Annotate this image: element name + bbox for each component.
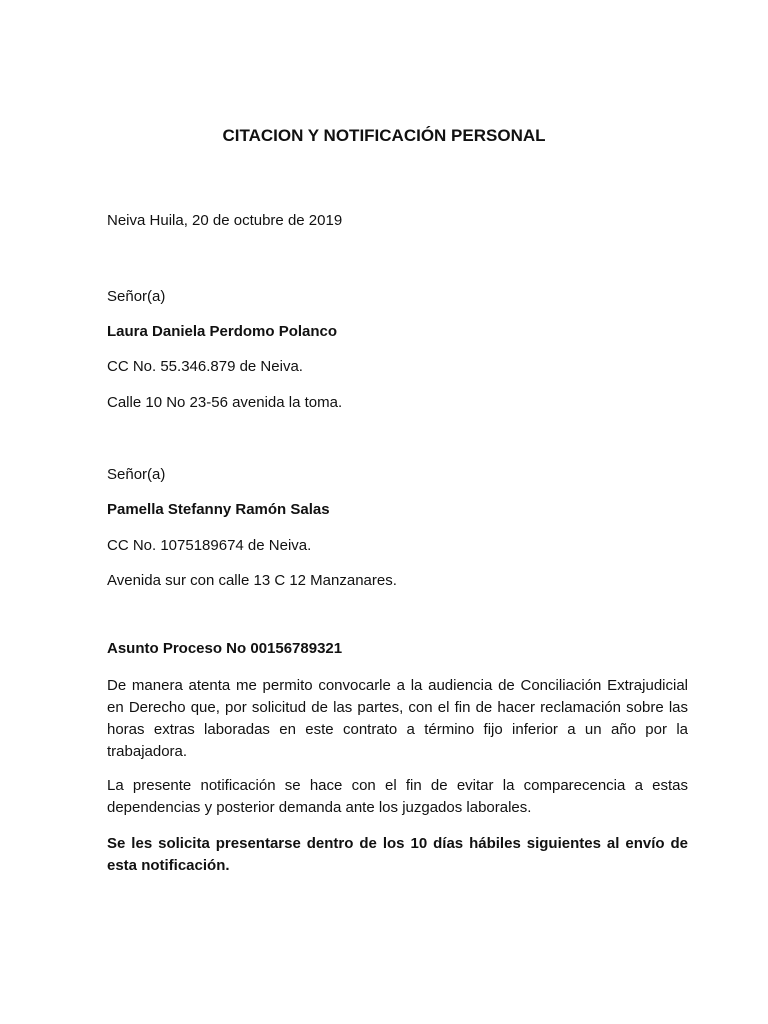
place-date: Neiva Huila, 20 de octubre de 2019	[107, 212, 343, 229]
recipient1-salutation: Señor(a)	[107, 288, 166, 305]
recipient1-id: CC No. 55.346.879 de Neiva.	[107, 358, 303, 375]
recipient2-id: CC No. 1075189674 de Neiva.	[107, 537, 312, 554]
recipient2-name: Pamella Stefanny Ramón Salas	[107, 501, 330, 518]
body-paragraph-1: De manera atenta me permito convocarle a la audiencia de Conciliación Extrajudicial en Derecho que, por solicitud de las partes, con el fin de hacer reclamación sobre las horas extras laboradas en este contrato a término fijo inferior a un año por la trabajadora.	[107, 677, 688, 760]
recipient1-name: Laura Daniela Perdomo Polanco	[107, 323, 338, 340]
body-paragraph-3: Se les solicita presentarse dentro de los 10 días hábiles siguientes al envío de esta notificación.	[107, 835, 688, 874]
subject-line: Asunto Proceso No 00156789321	[107, 640, 343, 657]
recipient2-salutation: Señor(a)	[107, 466, 166, 483]
recipient1-address: Calle 10 No 23-56 avenida la toma.	[107, 394, 343, 411]
recipient2-address: Avenida sur con calle 13 C 12 Manzanares.	[107, 572, 397, 589]
document-title: CITACION Y NOTIFICACIÓN PERSONAL	[222, 126, 546, 145]
body-paragraph-2: La presente notificación se hace con el fin de evitar la comparecencia a estas dependencias y posterior demanda ante los juzgados laborales.	[107, 777, 688, 816]
